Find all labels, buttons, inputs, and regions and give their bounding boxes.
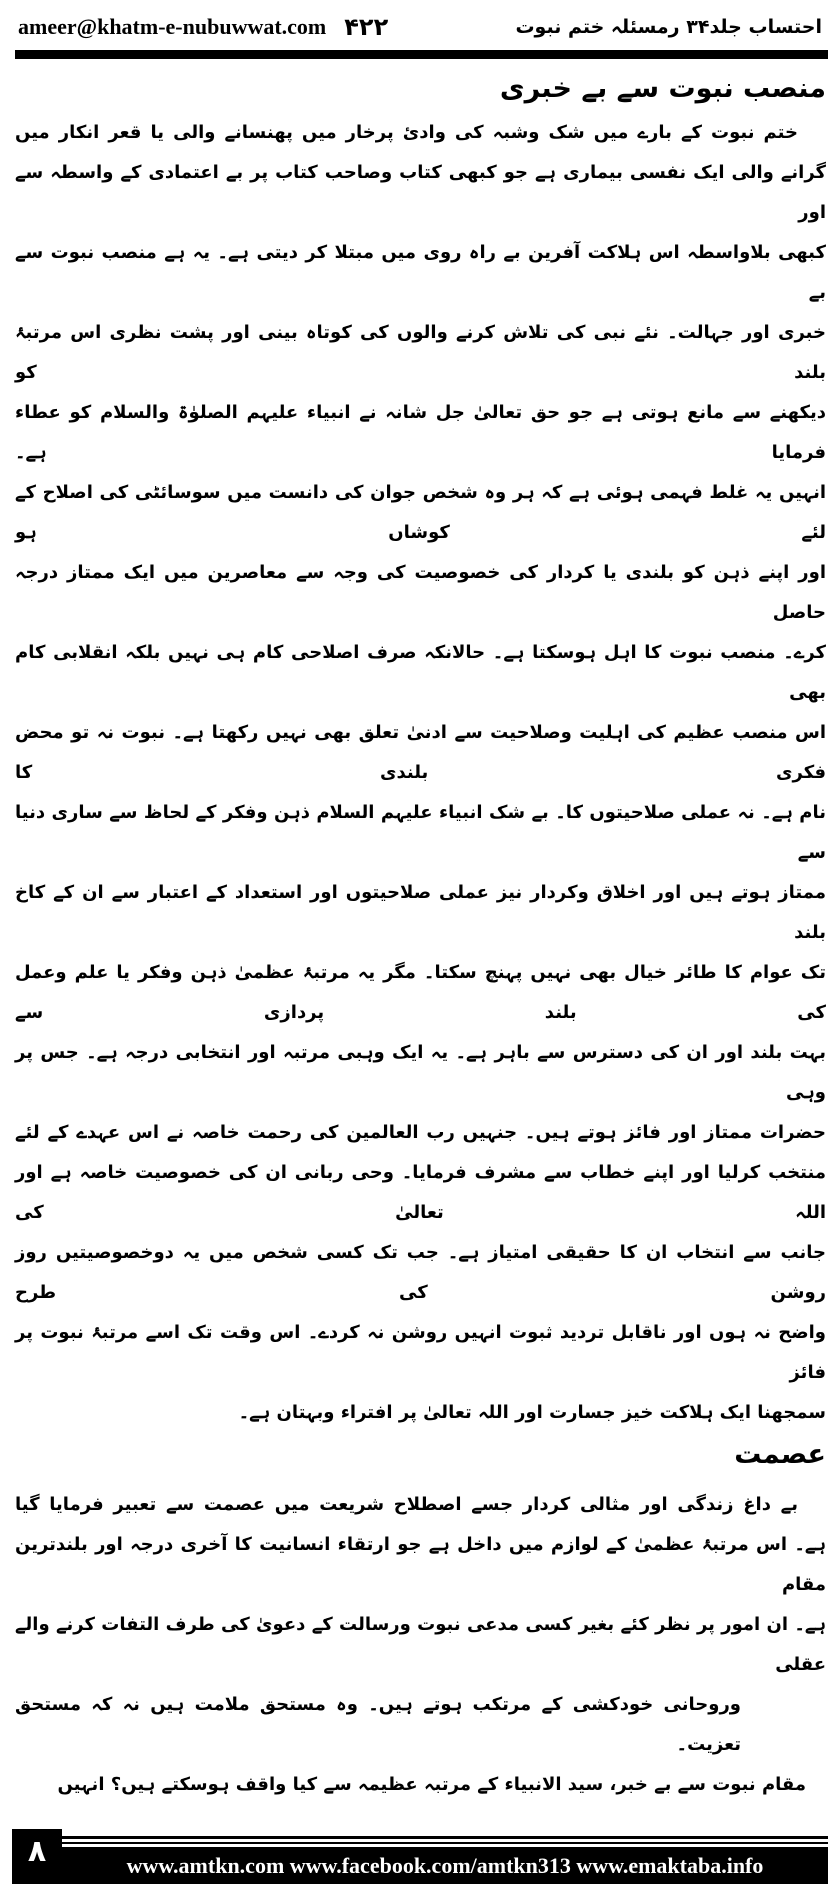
footer bbox=[0, 1829, 840, 1886]
text-line: ہے۔ اس مرتبۂ عظمیٰ کے لوازم میں داخل ہے جو ارتقاء انسانیت کا آخری درجہ اور بلندترین مقام bbox=[15, 1534, 826, 1595]
section-1-text bbox=[15, 113, 826, 1433]
text-line: کرے۔ منصب نبوت کا اہل ہوسکتا ہے۔ حالانکہ صرف اصلاحی کام ہی نہیں بلکہ انقلابی کام بھی bbox=[15, 642, 826, 703]
text-line: بے داغ زندگی اور مثالی کردار جسے اصطلاح شریعت میں عصمت سے تعبیر فرمایا گیا bbox=[15, 1494, 798, 1515]
section-heading: عصمت bbox=[734, 1439, 826, 1470]
text-line: مقام نبوت سے بے خبر، سید الانبیاء کے مرتبہ عظیمہ سے کیا واقف ہوسکتے ہیں؟ انہیں bbox=[57, 1774, 806, 1795]
text-line: ہے۔ ان امور پر نظر کئے بغیر کسی مدعی نبوت ورسالت کے دعویٰ کی طرف التفات کرنے والے عقلی bbox=[15, 1614, 826, 1675]
text-line: انہیں یہ غلط فہمی ہوئی ہے کہ ہر وہ شخص جوان کی دانست میں سوسائٹی کی اصلاح کے لئے کوشاں ہو bbox=[15, 482, 826, 543]
text-line: اور اپنے ذہن کو بلندی یا کردار کی خصوصیت کی وجہ سے معاصرین میں ایک ممتاز درجہ حاصل bbox=[15, 562, 826, 623]
text-line: حضرات ممتاز اور فائز ہوتے ہیں۔ جنہیں رب العالمین کی رحمت خاصہ نے اس عہدے کے لئے bbox=[15, 1122, 826, 1143]
header-page-number: ۴۲۲ bbox=[344, 13, 389, 41]
text-line: واضح نہ ہوں اور ناقابل تردید ثبوت انہیں روشن نہ کردے۔ اس وقت تک اسے مرتبۂ نبوت پر فائز bbox=[15, 1322, 826, 1383]
text-line: منتخب کرلیا اور اپنے خطاب سے مشرف فرمایا۔ وحی ربانی ان کی خصوصیت خاصہ ہے اور اللہ تعالیٰ کی bbox=[15, 1162, 826, 1223]
text-line: تک عوام کا طائر خیال بھی نہیں پہنچ سکتا۔ مگر یہ مرتبۂ عظمیٰ ذہن وفکر یا علم وعمل کی بلند پردازی سے bbox=[15, 962, 826, 1023]
text-line: گرانے والی ایک نفسی بیماری ہے جو کبھی کتاب وصاحب کتاب پر بے اعتمادی کے واسطہ سے اور bbox=[15, 162, 826, 223]
text-line: کبھی بلاواسطہ اس ہلاکت آفرین بے راہ روی میں مبتلا کر دیتی ہے۔ یہ ہے منصب نبوت سے بے bbox=[15, 242, 826, 303]
text-line: ممتاز ہوتے ہیں اور اخلاق وکردار نیز عملی صلاحیتوں اور استعداد کے اعتبار سے ان کے کاخ بلند bbox=[15, 882, 826, 943]
footer-page-number: ۸ bbox=[12, 1829, 62, 1884]
text-line: خبری اور جہالت۔ نئے نبی کی تلاش کرنے والوں کی کوتاہ بینی اور پشت نظری اس مرتبۂ بلند کو bbox=[15, 322, 826, 383]
text-line: ختم نبوت کے بارے میں شک وشبہ کی وادیٔ پرخار میں پھنسانے والی یا قعر انکار میں bbox=[15, 122, 798, 143]
header bbox=[0, 0, 840, 42]
header-book-title: احتساب جلد۳۴ رمسئلہ ختم نبوت bbox=[515, 16, 822, 38]
header-email: ameer@khatm-e-nubuwwat.com bbox=[18, 14, 327, 39]
text-line: دیکھنے سے مانع ہوتی ہے جو حق تعالیٰ جل شانہ نے انبیاء علیہم الصلوٰۃ والسلام کو عطاء فرمایا ہے۔ bbox=[15, 402, 826, 463]
header-rule bbox=[15, 50, 828, 59]
text-line: اس منصب عظیم کی اہلیت وصلاحیت سے ادنیٰ تعلق بھی نہیں رکھتا ہے۔ نبوت نہ تو محض فکری بلندی کا bbox=[15, 722, 826, 783]
footer-rule bbox=[62, 1836, 828, 1839]
section-2-text bbox=[15, 1485, 826, 1805]
section-heading: منصب نبوت سے بے خبری bbox=[499, 73, 826, 104]
footer-links: www.amtkn.com www.facebook.com/amtkn313 www.emaktaba.info bbox=[62, 1847, 828, 1884]
text-line: سمجھنا ایک ہلاکت خیز جسارت اور اللہ تعالیٰ پر افتراء وبہتان ہے۔ bbox=[238, 1402, 826, 1423]
text-line: نام ہے۔ نہ عملی صلاحیتوں کا۔ بے شک انبیاء علیہم السلام ذہن وفکر کے لحاظ سے ساری دنیا سے bbox=[15, 802, 826, 863]
header-left bbox=[18, 13, 388, 41]
footer-rule bbox=[62, 1842, 828, 1844]
text-line: بہت بلند اور ان کی دسترس سے باہر ہے۔ یہ ایک وہبی مرتبہ اور انتخابی درجہ ہے۔ جس پر وہی bbox=[15, 1042, 826, 1103]
text-line: وروحانی خودکشی کے مرتکب ہوتے ہیں۔ وہ مستحق ملامت ہیں نہ کہ مستحق تعزیت۔ bbox=[15, 1694, 741, 1755]
page-body bbox=[15, 65, 826, 1805]
text-line: جانب سے انتخاب ان کا حقیقی امتیاز ہے۔ جب تک کسی شخص میں یہ دوخصوصیتیں روز روشن کی طرح bbox=[15, 1242, 826, 1303]
